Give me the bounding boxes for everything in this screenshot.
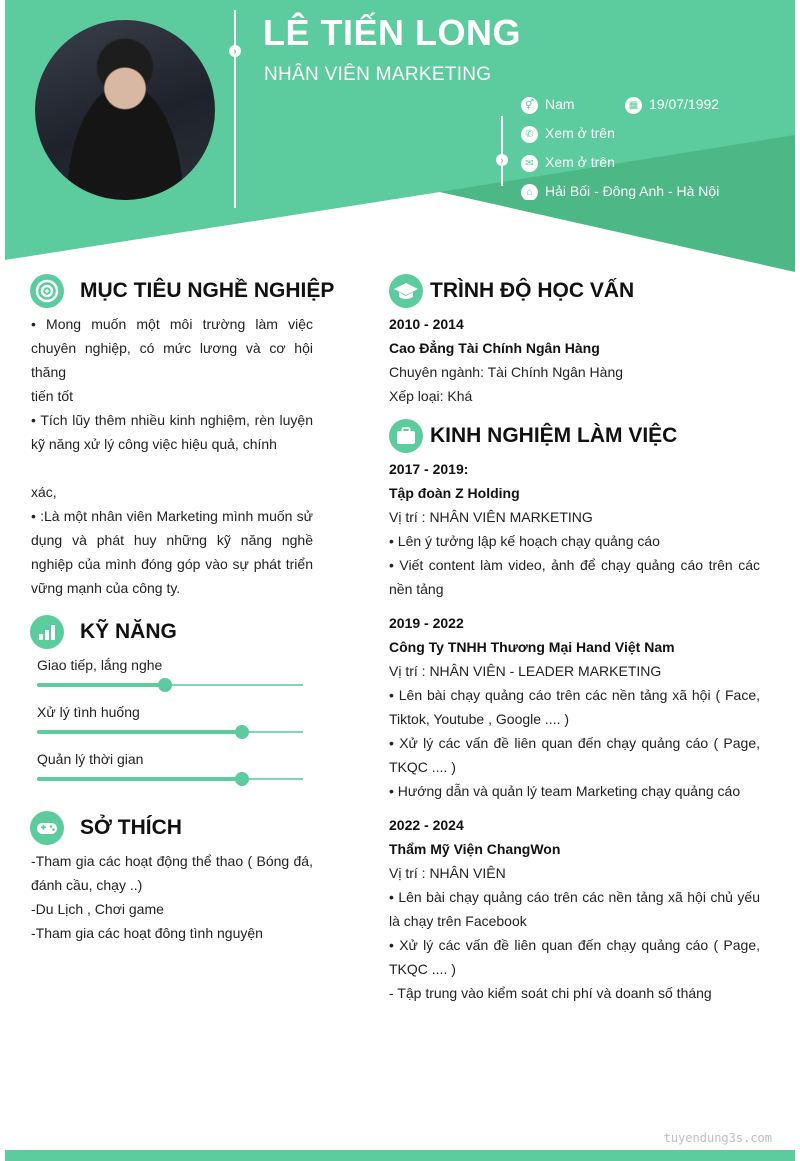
skill-bar [37, 683, 165, 687]
objective-line: tiến tốt [31, 388, 74, 404]
briefcase-icon [389, 419, 423, 453]
skill-label: Xử lý tình huống [37, 704, 140, 720]
job-company: Công Ty TNHH Thương Mại Hand Việt Nam [389, 639, 675, 655]
skill-knob [235, 772, 249, 786]
job-duty: • Hướng dẫn và quản lý team Marketing chạy quảng cáo [389, 783, 741, 799]
contact-divider-line [501, 116, 503, 186]
job-company: Thẩm Mỹ Viện ChangWon [389, 841, 561, 857]
job-role: Vị trí : NHÂN VIÊN MARKETING [389, 509, 593, 525]
email-icon: ✉ [521, 155, 538, 172]
phone-info [521, 124, 615, 142]
skill-bar [37, 730, 242, 734]
education-rank: Xếp loại: Khá [389, 388, 473, 404]
birthday-info [625, 95, 719, 113]
address-info [521, 182, 726, 200]
job-duty: • Xử lý các vấn đề liên quan đến chạy quảng cáo ( Page, TKQC .... ) [389, 937, 760, 977]
candidate-position: NHÂN VIÊN MARKETING [264, 64, 492, 85]
gamepad-icon [30, 811, 64, 845]
experience-title: KINH NGHIỆM LÀM VIỆC [430, 424, 678, 447]
gender-value: Nam [545, 96, 575, 112]
job-company: Tập đoàn Z Holding [389, 485, 520, 501]
objective-line: xác, [31, 484, 57, 500]
education-period: 2010 - 2014 [389, 316, 464, 332]
skill-bar [37, 777, 242, 781]
job-duty: • Lên ý tưởng lập kế hoạch chạy quảng cáo [389, 533, 660, 549]
phone-icon: ✆ [521, 126, 538, 143]
watermark: tuyendung3s.com [663, 1131, 772, 1145]
birthday-value: 19/07/1992 [649, 96, 720, 112]
education-title: TRÌNH ĐỘ HỌC VẤN [430, 279, 635, 302]
hobby-line: -Tham gia các hoạt đông tình nguyện [31, 925, 263, 941]
footer-bar [5, 1150, 795, 1161]
gender-info [521, 95, 575, 113]
job-duty: • Viết content làm video, ảnh để chạy quảng cáo trên các nền tảng [389, 557, 760, 597]
skill-knob [235, 725, 249, 739]
chart-icon [30, 615, 64, 649]
skill-label: Quản lý thời gian [37, 751, 144, 767]
candidate-name: LÊ TIẾN LONG [263, 12, 521, 53]
job-role: Vị trí : NHÂN VIÊN [389, 865, 506, 881]
objective-line: • Tích lũy thêm nhiều kinh nghiệm, rèn luyện kỹ năng xử lý công việc hiệu quả, chính [31, 412, 313, 452]
job-duty: - Tập trung vào kiểm soát chi phí và doanh số tháng [389, 985, 712, 1001]
hobbies-title: SỞ THÍCH [80, 816, 182, 839]
header-divider-line [234, 10, 236, 208]
home-icon: ⌂ [521, 184, 538, 200]
job-period: 2019 - 2022 [389, 615, 464, 631]
calendar-icon: ▦ [625, 97, 642, 114]
hobby-line: -Du Lịch , Chơi game [31, 901, 164, 917]
objective-title: MỤC TIÊU NGHỀ NGHIỆP [80, 279, 335, 302]
job-role: Vị trí : NHÂN VIÊN - LEADER MARKETING [389, 663, 662, 679]
hobby-line: -Tham gia các hoạt động thể thao ( Bóng đá, đánh cầu, chạy ..) [31, 853, 313, 893]
chevron-right-icon: › [496, 154, 508, 166]
job-period: 2022 - 2024 [389, 817, 464, 833]
job-duty: • Xử lý các vấn đề liên quan đến chạy quảng cáo ( Page, TKQC .... ) [389, 735, 760, 775]
education-major: Chuyên ngành: Tài Chính Ngân Hàng [389, 364, 624, 380]
email-info [521, 153, 615, 171]
address-value: Hải Bối - Đông Anh - Hà Nội [545, 183, 720, 199]
job-duty: • Lên bài chạy quảng cáo trên các nền tảng xã hội ( Face, Tiktok, Youtube , Google .... ) [389, 687, 760, 727]
skill-knob [158, 678, 172, 692]
gender-icon: ⚥ [521, 97, 538, 114]
education-school: Cao Đẳng Tài Chính Ngân Hàng [389, 340, 600, 356]
target-icon [30, 274, 64, 308]
job-duty: • Lên bài chạy quảng cáo trên các nền tảng xã hội chủ yếu là chạy trên Facebook [389, 889, 760, 929]
job-period: 2017 - 2019: [389, 461, 469, 477]
phone-value: Xem ở trên [545, 125, 615, 141]
skill-label: Giao tiếp, lắng nghe [37, 657, 163, 673]
skills-title: KỸ NĂNG [80, 620, 177, 643]
graduation-cap-icon [389, 274, 423, 308]
chevron-right-icon: › [229, 45, 241, 57]
email-value: Xem ở trên [545, 154, 615, 170]
avatar [35, 20, 215, 200]
objective-line: • Mong muốn một môi trường làm việc chuyên nghiệp, có mức lương và cơ hội thăng [31, 316, 313, 380]
objective-line: • :Là một nhân viên Marketing mình muốn sử dụng và phát huy những kỹ năng nghề nghiệp của mình đóng góp vào sự phát triển vững mạnh của công ty. [31, 508, 313, 596]
